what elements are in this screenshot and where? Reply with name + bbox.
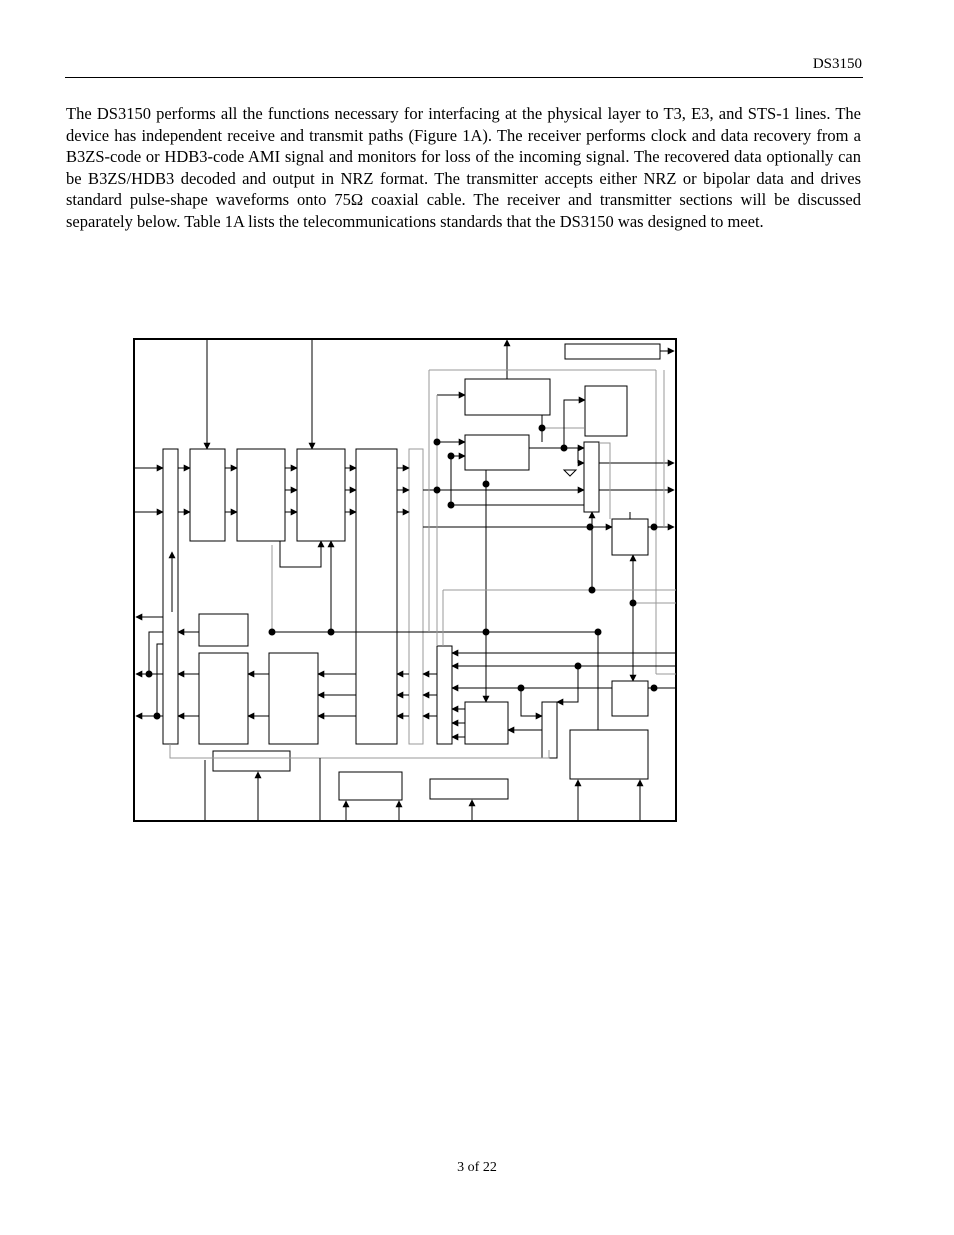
block-mid-small: [465, 702, 508, 744]
page-number: 3 of 22: [457, 1160, 497, 1175]
block-core: [356, 449, 397, 744]
block-mux-1: [584, 442, 599, 512]
block-mux-3: [542, 702, 557, 758]
block-transmit-1: [199, 653, 248, 744]
page-header-title: DS3150: [812, 56, 862, 72]
block-right-2: [612, 519, 648, 555]
block-input-buffer: [163, 449, 178, 744]
block-right-3: [612, 681, 648, 716]
block-bottom-3: [430, 779, 508, 799]
block-top-right-bar: [565, 344, 660, 359]
block-right-1: [585, 386, 627, 436]
block-receive-3: [297, 449, 345, 541]
body-paragraph: The DS3150 performs all the functions necessary for interfacing at the physical layer to T3, E3, and STS-1 lines. The device has independent receive and transmit paths (Figure 1A). The receiver performs clock and data recovery from a B3ZS-code or HDB3-code AMI signal and monitors for loss of the incoming signal. The recovered data optionally can be B3ZS/HDB3 decoded and output in NRZ format. The transmitter accepts either NRZ or bipolar data and drives standard pulse-shape waveforms onto 75Ω coaxial cable. The receiver and transmitter sections will be discussed separately below. Table 1A lists the telecommunications standards that the DS3150 was designed to meet.: [66, 104, 861, 231]
block-top-wide: [465, 379, 550, 415]
block-bottom-right: [570, 730, 648, 779]
junction-dots: [146, 425, 658, 720]
block-bottom-2: [339, 772, 402, 800]
diagram-frame: [134, 339, 676, 821]
block-output-buffer: [409, 449, 423, 744]
block-small-left: [199, 614, 248, 646]
block-transmit-2: [269, 653, 318, 744]
block-bottom-1: [213, 751, 290, 771]
block-receive-2: [237, 449, 285, 541]
block-top-mid: [465, 435, 529, 470]
block-mux-2: [437, 646, 452, 744]
block-receive-1: [190, 449, 225, 541]
